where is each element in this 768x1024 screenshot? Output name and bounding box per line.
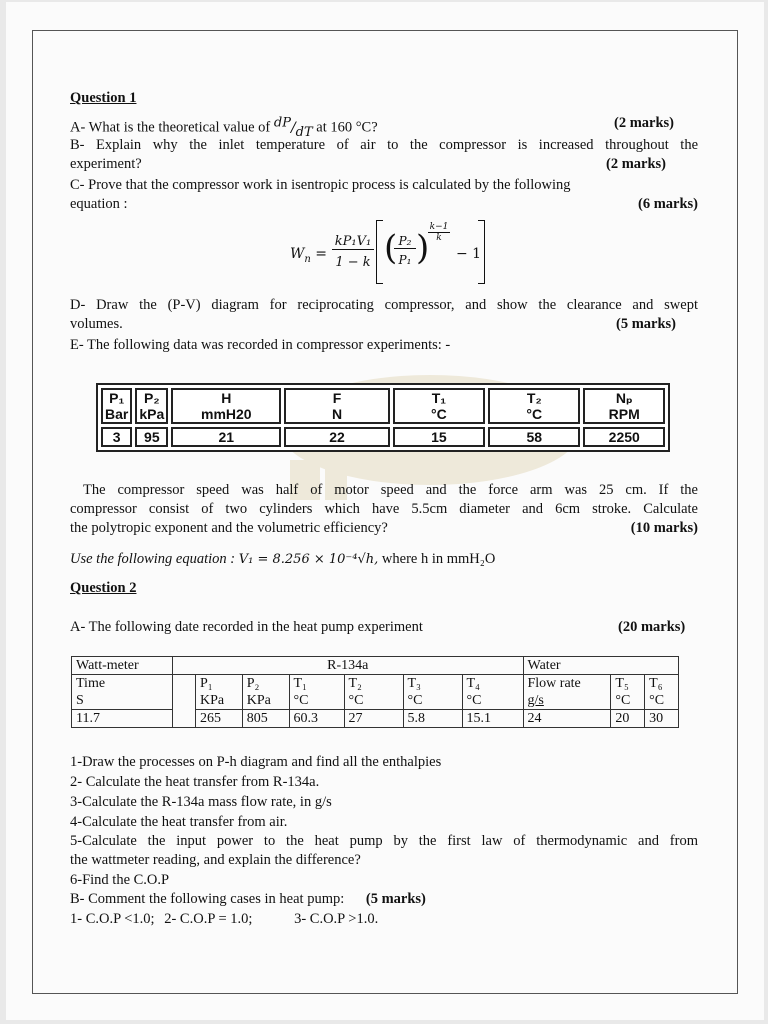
eq-ratio-den: P₁ <box>398 253 412 267</box>
col-t1: T₁ °C <box>393 388 485 424</box>
cell-t1: 60.3 <box>289 710 344 728</box>
case-1: 1- C.O.P <1.0; <box>70 911 155 927</box>
q2-task-4: 4-Calculate the heat transfer from air. <box>70 814 288 830</box>
q1-b-line1: B- Explain why the inlet temperature of air to the compressor is increased throughout the <box>70 137 698 153</box>
q1-c-line1: C- Prove that the compressor work in isentropic process is calculated by the following <box>70 177 571 193</box>
col-time: Time S <box>72 675 173 710</box>
q1-part-b <box>70 136 698 174</box>
col-p2: P₂ KPa <box>242 675 289 710</box>
derivative-num: dP <box>273 115 291 130</box>
cell-t1: 15 <box>393 427 485 447</box>
cell-t4: 15.1 <box>462 710 523 728</box>
eq-exp-den: k <box>436 233 442 243</box>
q1-d-line2: volumes. <box>70 316 123 332</box>
q1-para-line1: The compressor speed was half of motor speed and the force arm was 25 cm. If the <box>83 482 698 498</box>
q2-cases <box>70 910 378 928</box>
q1-part-c <box>70 176 698 214</box>
eq-bracket-right <box>478 220 485 284</box>
col-t1: T₁ °C <box>289 675 344 710</box>
col-t2: T₂ °C <box>488 388 580 424</box>
eq-bracket-left <box>376 220 383 284</box>
q2-a-marks: (20 marks) <box>618 619 686 635</box>
cell-t5: 20 <box>611 710 645 728</box>
cell-t2: 58 <box>488 427 580 447</box>
table-header-row <box>72 675 679 710</box>
q1-a-text: A- What is the theoretical value of <box>70 119 271 136</box>
q2-b-marks: (5 marks) <box>365 891 426 907</box>
q1-b-marks: (2 marks) <box>605 156 666 172</box>
cell-f: 22 <box>284 427 389 447</box>
q2-task-2: 2- Calculate the heat transfer from R-134a. <box>70 774 320 790</box>
q1-para-marks: (10 marks) <box>630 520 698 536</box>
group-water: Water <box>523 657 679 675</box>
cell-time: 11.7 <box>72 710 173 728</box>
col-t4: T₄ °C <box>462 675 523 710</box>
q1-d-marks: (5 marks) <box>615 316 676 332</box>
q1-c-line2: equation : <box>70 196 128 212</box>
use-eq-prefix: Use the following equation : <box>70 551 236 567</box>
eq-tail: − 1 <box>456 246 482 262</box>
cell-t3: 5.8 <box>403 710 462 728</box>
case-2: 2- C.O.P = 1.0; <box>164 911 253 927</box>
cell-flow-rate: 24 <box>523 710 611 728</box>
col-p2: P₂ kPa <box>135 388 168 424</box>
derivative-expr: $^{dP}/_{dT}$ <box>273 115 313 140</box>
cell-t6: 30 <box>645 710 679 728</box>
group-r134a: R-134a <box>173 657 524 675</box>
use-eq-formula: V₁ = 8.256 × 10⁻⁴√h, <box>238 552 379 567</box>
group-watt-meter: Watt-meter <box>72 657 173 675</box>
q1-c-marks: (6 marks) <box>637 196 698 212</box>
cell-np: 2250 <box>583 427 665 447</box>
q2-task5-line2: the wattmeter reading, and explain the difference? <box>70 852 361 868</box>
q1-a-suffix: at 160 °C? <box>316 119 378 136</box>
eq-fraction-den: 1 − k <box>335 255 371 270</box>
col-f: F N <box>284 388 389 424</box>
cell-p2: 805 <box>242 710 289 728</box>
eq-fraction-num: kP₁V₁ <box>332 234 374 250</box>
q1-part-e: E- The following data was recorded in compressor experiments: - <box>70 337 451 353</box>
col-flow-rate: Flow rate g/s <box>523 675 611 710</box>
eq-paren-left: ( <box>384 228 398 268</box>
q1-para-line2: compressor consist of two cylinders which have 5.5cm diameter and 6cm stroke. Calculate <box>70 501 698 517</box>
q1-part-d <box>70 296 698 334</box>
q1-b-line2: experiment? <box>70 156 142 172</box>
case-3: 3- C.O.P >1.0. <box>294 911 379 927</box>
q2-b-text: B- Comment the following cases in heat pump: <box>70 891 345 907</box>
col-t2: T₂ °C <box>344 675 403 710</box>
table-row <box>101 427 665 447</box>
compressor-data-table <box>96 383 670 452</box>
q2-part-a: A- The following date recorded in the heat pump experiment <box>70 619 423 635</box>
question-2-title: Question 2 <box>70 580 137 596</box>
cell-t2: 27 <box>344 710 403 728</box>
cell-p1: 3 <box>101 427 132 447</box>
eq-ratio-num: P₂ <box>394 234 416 249</box>
col-p1: P₁ KPa <box>196 675 243 710</box>
col-p1: P₁ Bar <box>101 388 132 424</box>
cell-h: 21 <box>171 427 281 447</box>
table-header-row <box>101 388 665 424</box>
q1-paragraph <box>70 481 698 538</box>
q2-task-3: 3-Calculate the R-134a mass flow rate, in g/s <box>70 794 332 810</box>
col-t6: T₆ °C <box>645 675 679 710</box>
derivative-den: dT <box>295 124 313 140</box>
q2-task5-line1: 5-Calculate the input power to the heat pump by the first law of thermodynamic and from <box>70 833 698 849</box>
eq-lhs: $W_n$ = <box>290 246 328 265</box>
col-t5: T₅ °C <box>611 675 645 710</box>
col-h: H mmH20 <box>171 388 281 424</box>
spacer-cell <box>173 675 196 710</box>
eq-paren-right: ) <box>416 228 430 268</box>
q2-task-5 <box>70 832 698 870</box>
cell-p2: 95 <box>135 427 168 447</box>
q1-use-equation <box>70 550 495 569</box>
q2-part-b <box>70 890 426 908</box>
q1-d-line1: D- Draw the (P-V) diagram for reciprocating compressor, and show the clearance and swept <box>70 297 698 313</box>
q1-para-line3: the polytropic exponent and the volumetric efficiency? <box>70 520 388 536</box>
col-t3: T₃ °C <box>403 675 462 710</box>
question-1-title: Question 1 <box>70 90 137 106</box>
q1-a-marks: (2 marks) <box>614 115 675 131</box>
spacer-cell <box>173 710 196 728</box>
cell-p1: 265 <box>196 710 243 728</box>
q2-task-1: 1-Draw the processes on P-h diagram and find all the enthalpies <box>70 754 442 770</box>
table-group-row <box>72 657 679 675</box>
q2-task-6: 6-Find the C.O.P <box>70 872 170 888</box>
table-row <box>72 710 679 728</box>
use-eq-suffix: where h in mmH₂O <box>381 551 496 567</box>
heat-pump-data-table <box>71 656 679 728</box>
col-np: Nₚ RPM <box>583 388 665 424</box>
isentropic-work-equation <box>290 222 500 286</box>
eq-exp-num: k−1 <box>429 222 449 232</box>
